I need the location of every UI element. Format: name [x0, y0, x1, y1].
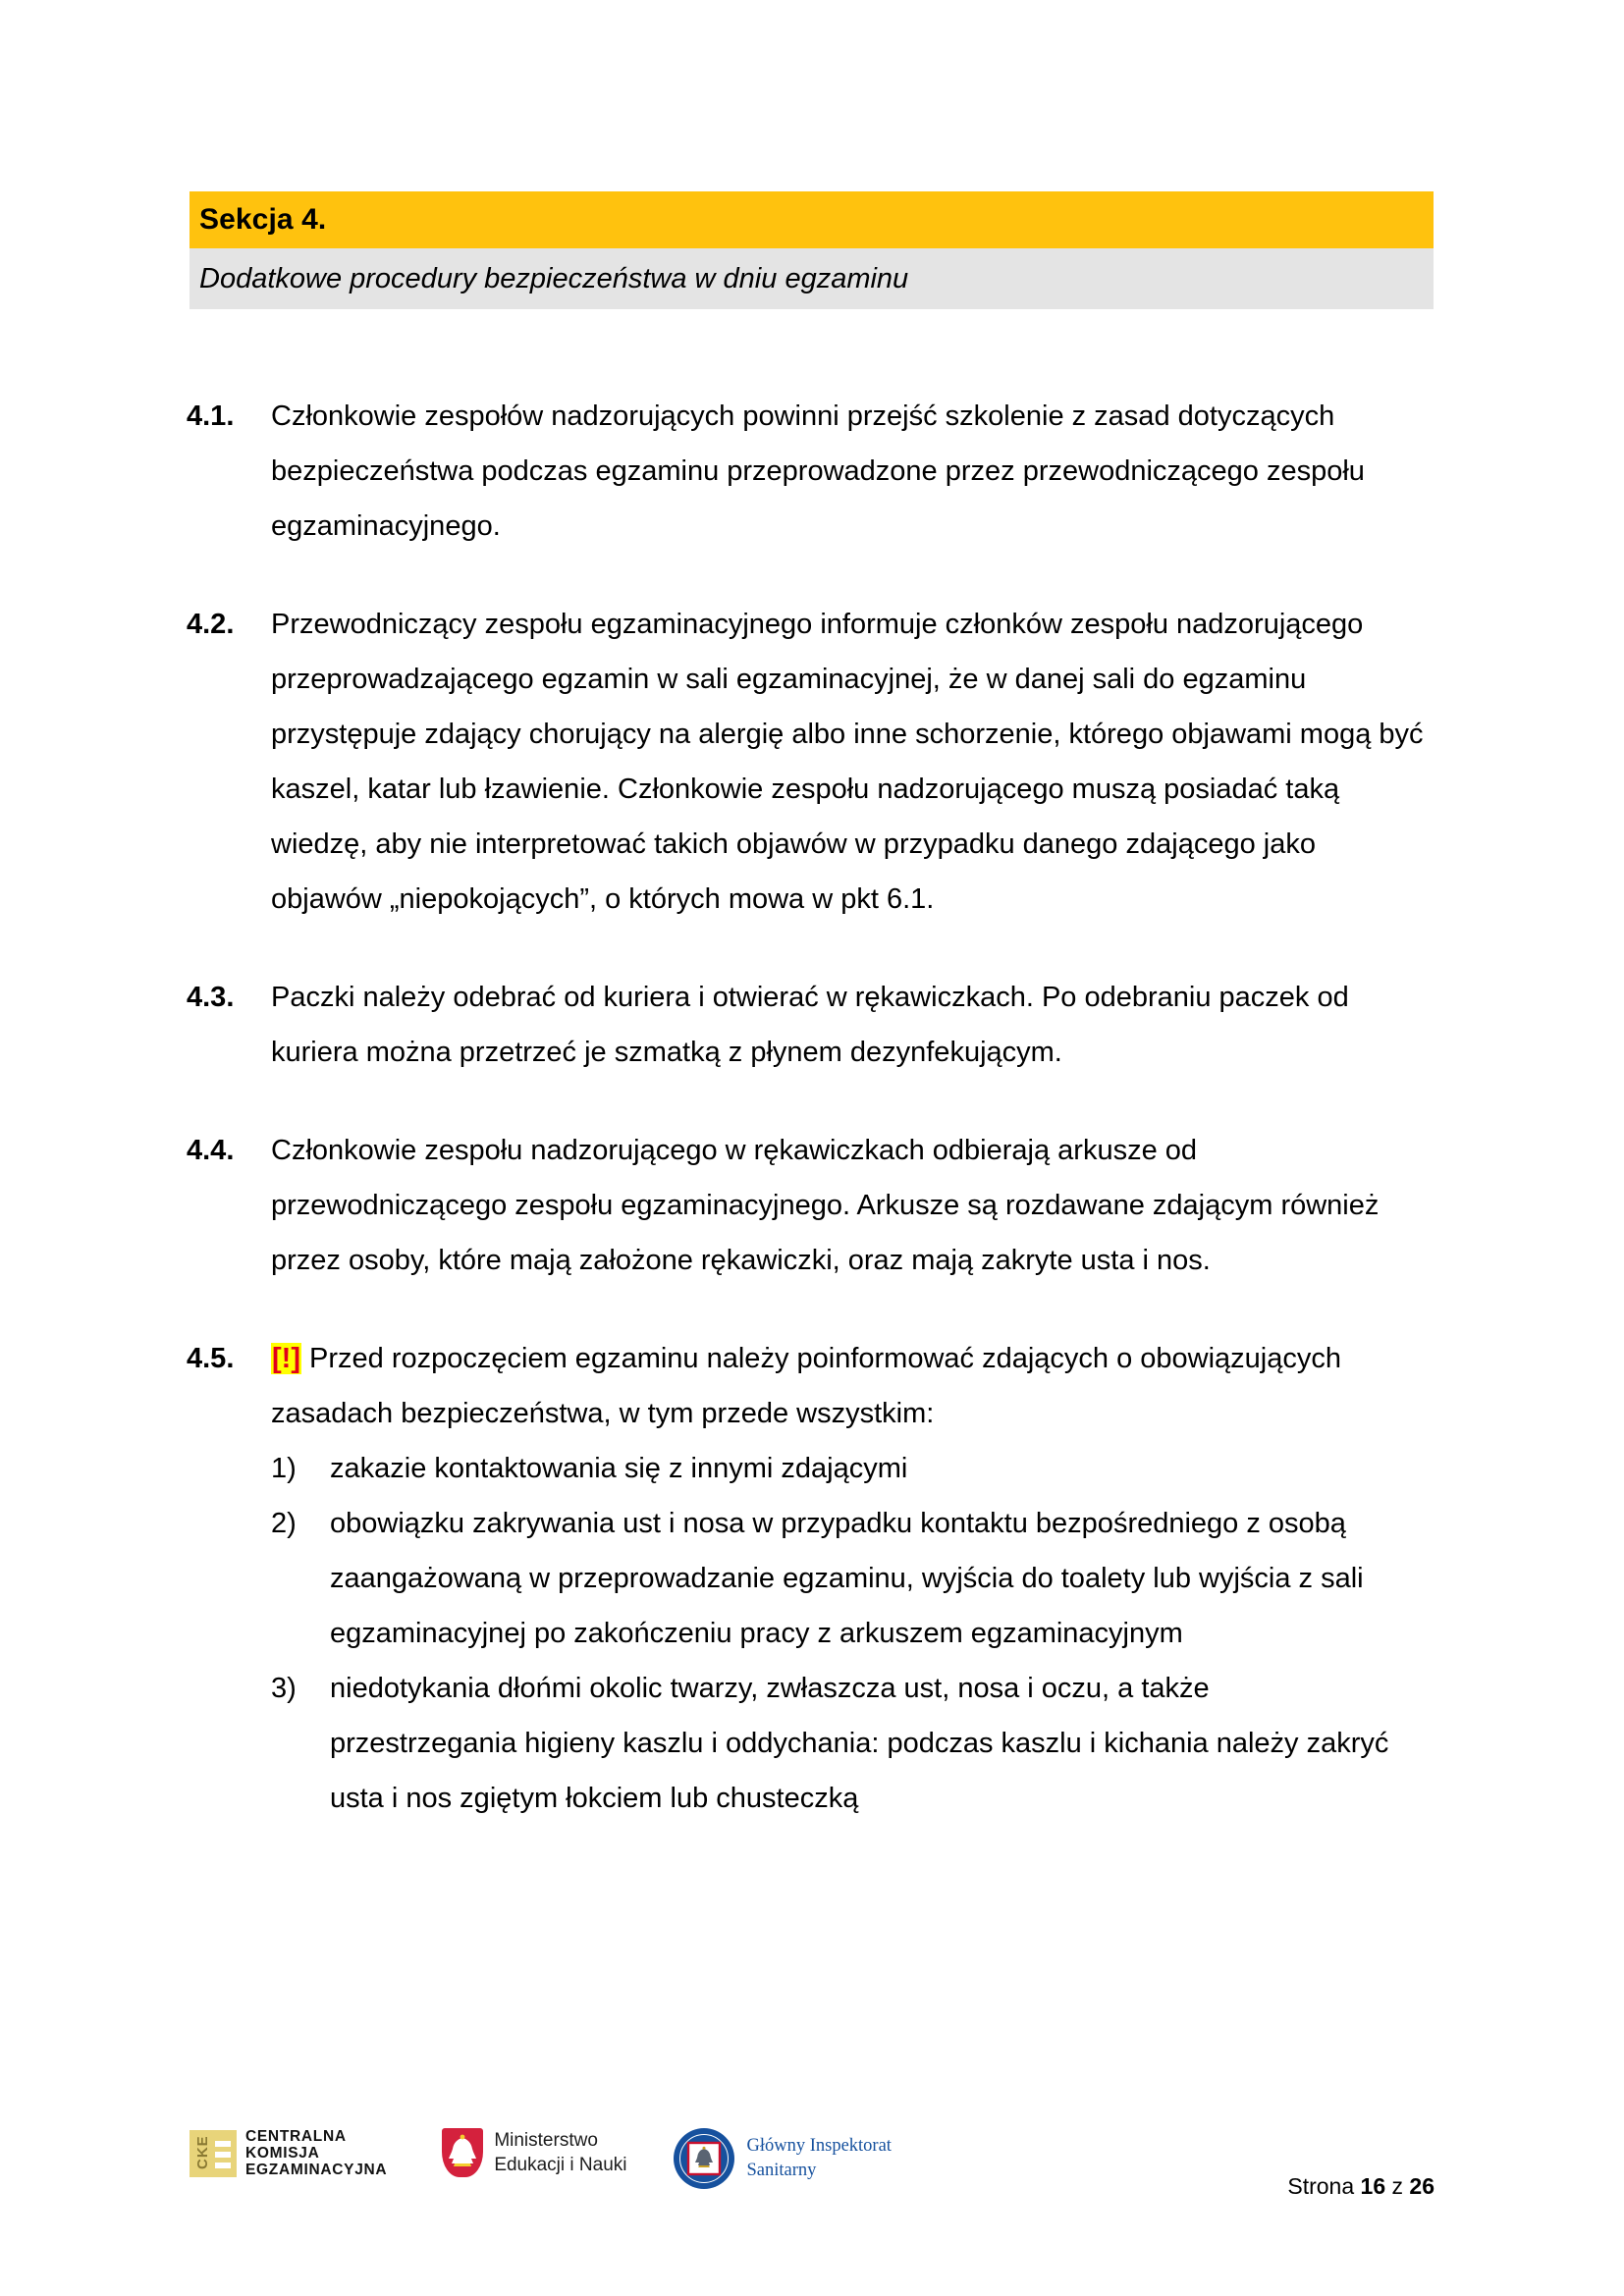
item-content: [271, 389, 1443, 554]
item-lead-text: Przed rozpoczęciem egzaminu należy poinformować zdających o obowiązujących zasadach bezpieczeństwa, w tym przede wszystkim:: [271, 1343, 1342, 1429]
sanitary-logo-text: [746, 2134, 891, 2183]
sub-list: [271, 1441, 1443, 1826]
sub-list-item: [271, 1661, 1443, 1826]
sub-item-text: obowiązku zakrywania ust i nosa w przypadku kontaktu bezpośredniego z osobą zaangażowaną w przeprowadzanie egzaminu, wyjścia do toalety lub wyjścia z sali egzaminacyjnej po zakończeniu pracy z arkuszem egzaminacyjnym: [330, 1508, 1364, 1649]
item-text: Członkowie zespołu nadzorującego w rękawiczkach odbierają arkusze od przewodniczącego zespołu egzaminacyjnego. Arkusze są rozdawane zdającym również przez osoby, które mają założone rękawiczki, oraz mają zakryte usta i nos.: [271, 1135, 1380, 1276]
cke-logo-mark-icon: [189, 2130, 237, 2177]
page-indicator: [1287, 2173, 1435, 2200]
cke-logo-line-1: CENTRALNA: [245, 2128, 347, 2145]
cke-mark-bar-icon: [215, 2163, 231, 2168]
sanitary-logo-line-1: Główny Inspektorat: [746, 2136, 892, 2156]
page-indicator-total: 26: [1409, 2173, 1435, 2199]
item-text: [271, 1331, 1430, 1441]
item-text: Członkowie zespołów nadzorujących powinni przejść szkolenie z zasad dotyczących bezpieczeństwa podczas egzaminu przeprowadzone przez przewodniczącego zespołu egzaminacyjnego.: [271, 400, 1365, 542]
ministry-logo: [442, 2128, 626, 2177]
cke-mark-bar-icon: [215, 2141, 231, 2147]
list-item: [187, 389, 1443, 554]
item-number: 4.2.: [187, 609, 235, 640]
item-number: 4.4.: [187, 1135, 235, 1166]
sub-item-text: zakazie kontaktowania się z innymi zdającymi: [330, 1453, 908, 1484]
item-text: Przewodniczący zespołu egzaminacyjnego informuje członków zespołu nadzorującego przeprowadzającego egzamin w sali egzaminacyjnej, że w danej sali do egzaminu przystępuje zdający chorujący na alergię albo inne schorzenie, którego objawami mogą być kaszel, katar lub łzawienie. Członkowie zespołu nadzorującego muszą posiadać taką wiedzę, aby nie interpretować takich objawów w przypadku danego zdającego jako objawów „niepokojących”, o których mowa w pkt 6.1.: [271, 609, 1424, 915]
warning-icon: [!]: [272, 1343, 300, 1374]
ministry-logo-line-1: Ministerstwo: [494, 2130, 598, 2151]
item-content: [271, 970, 1443, 1080]
item-content: [271, 597, 1443, 927]
page-indicator-middle: z: [1391, 2173, 1404, 2199]
list-item: [187, 597, 1443, 927]
ministry-logo-line-2: Edukacji i Nauki: [494, 2155, 627, 2175]
cke-logo: [189, 2128, 387, 2178]
sub-item-number: 2): [271, 1508, 297, 1539]
sanitary-logo: [674, 2128, 891, 2189]
page-indicator-prefix: Strona: [1287, 2173, 1355, 2199]
page-footer: [0, 2128, 1624, 2256]
cke-logo-text: [245, 2128, 387, 2178]
sub-item-number: 1): [271, 1453, 297, 1484]
cke-logo-line-2: KOMISJA: [245, 2145, 320, 2162]
cke-mark-text: CKE: [194, 2134, 211, 2169]
item-number: 4.5.: [187, 1343, 235, 1374]
cke-logo-line-3: EGZAMINACYJNA: [245, 2162, 388, 2178]
sub-item-text: niedotykania dłońmi okolic twarzy, zwłaszcza ust, nosa i oczu, a także przestrzegania higieny kaszlu i oddychania: podczas kaszlu i kichania należy zakryć usta i nos zgiętym łokciem lub chusteczką: [330, 1673, 1389, 1814]
item-number: 4.3.: [187, 982, 235, 1013]
section-number-band: [189, 191, 1434, 248]
item-text: Paczki należy odebrać od kuriera i otwierać w rękawiczkach. Po odebraniu paczek od kuriera można przetrzeć je szmatką z płynem dezynfekującym.: [271, 982, 1349, 1068]
sanitary-seal-icon: [674, 2128, 734, 2189]
section-subtitle-label: Dodatkowe procedury bezpieczeństwa w dniu egzaminu: [199, 262, 909, 294]
item-content: [271, 1331, 1443, 1826]
list-item: [187, 1123, 1443, 1288]
list-item: [187, 970, 1443, 1080]
item-content: [271, 1123, 1443, 1288]
polish-eagle-shield-icon: [442, 2128, 483, 2177]
sanitary-logo-line-2: Sanitarny: [746, 2161, 817, 2180]
list-item-warning: [187, 1331, 1443, 1826]
section-number-label: Sekcja 4.: [199, 203, 327, 236]
ministry-logo-text: [494, 2128, 626, 2177]
cke-mark-bar-icon: [215, 2152, 231, 2158]
sub-list-item: [271, 1496, 1443, 1661]
footer-logos: [189, 2128, 892, 2189]
item-number: 4.1.: [187, 400, 235, 432]
page-indicator-current: 16: [1360, 2173, 1386, 2199]
section-subtitle-band: [189, 248, 1434, 309]
sub-list-item: [271, 1441, 1443, 1496]
section-body: [187, 389, 1443, 1826]
sub-item-number: 3): [271, 1673, 297, 1704]
section-header: [189, 191, 1434, 309]
